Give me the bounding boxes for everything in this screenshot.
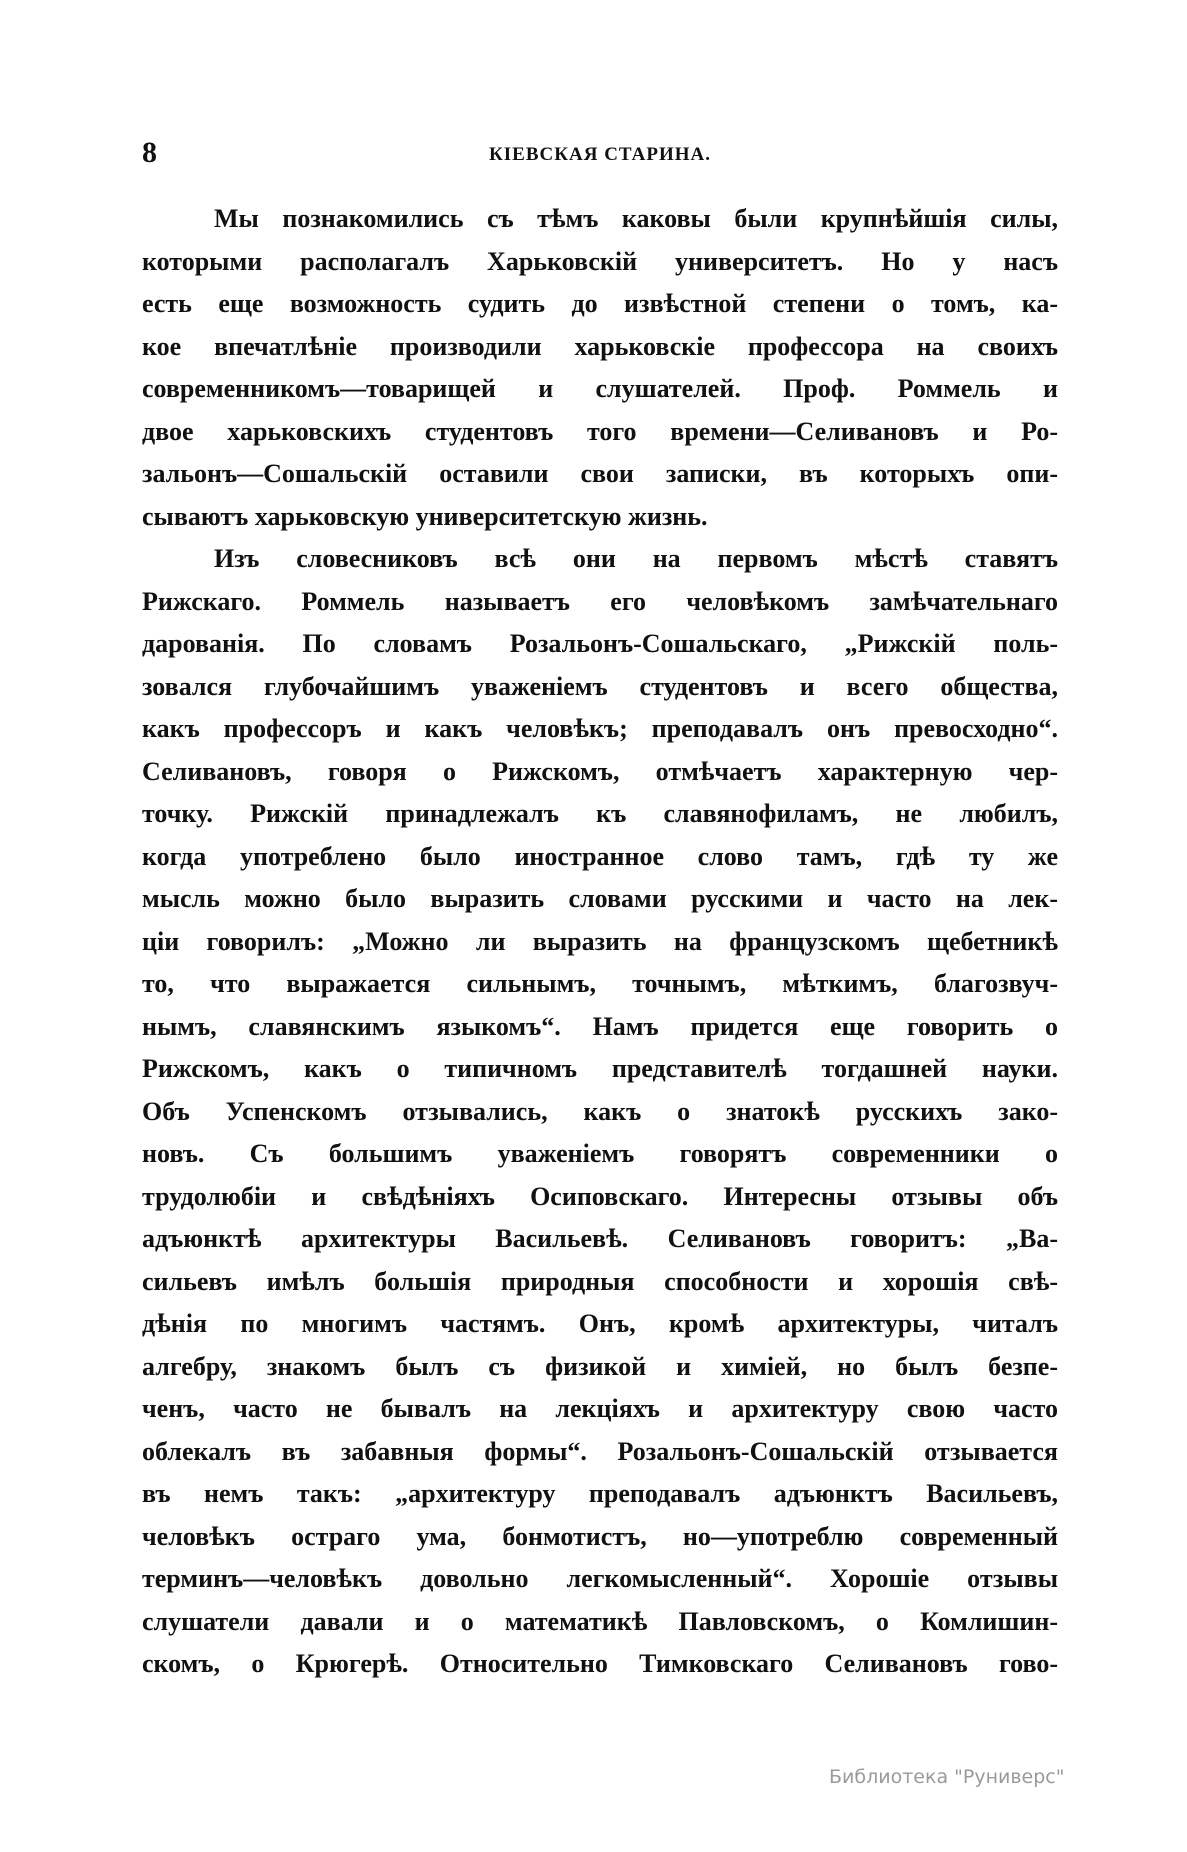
text-line: скомъ, о Крюгерѣ. Относительно Тимковскаго Селивановъ гово- <box>142 1649 1058 1678</box>
text-line: когда употреблено было иностранное слово тамъ, гдѣ ту же <box>142 841 1058 871</box>
text-line: мысль можно было выразить словами русскими и часто на лек- <box>142 884 1058 913</box>
text-line: трудолюбіи и свѣдѣніяхъ Осиповскаго. Интересны отзывы объ <box>142 1181 1058 1211</box>
text-line: сильевъ имѣлъ большія природныя способности и хорошія свѣ- <box>142 1266 1058 1296</box>
text-line: адъюнктѣ архитектуры Васильевѣ. Селивановъ говоритъ: „Ва- <box>142 1224 1058 1253</box>
text-line: въ немъ такъ: „архитектуру преподавалъ адъюнктъ Васильевъ, <box>142 1479 1058 1508</box>
text-line: дѣнія по многимъ частямъ. Онъ, кромѣ архитектуры, читалъ <box>142 1309 1058 1338</box>
text-line: терминъ—человѣкъ довольно легкомысленный“. Хорошіе отзывы <box>142 1564 1058 1593</box>
text-line: какъ профессоръ и какъ человѣкъ; преподавалъ онъ превосходно“. <box>142 714 1058 743</box>
text-line: которыми располагалъ Харьковскій университетъ. Но у насъ <box>142 246 1058 276</box>
text-line: Мы познакомились съ тѣмъ каковы были крупнѣйшія силы, <box>214 204 1058 233</box>
text-line: зальонъ—Сошальскій оставили свои записки, въ которыхъ опи- <box>142 459 1058 488</box>
text-line: ченъ, часто не бывалъ на лекціяхъ и архитектуру свою часто <box>142 1394 1058 1423</box>
text-line: двое харьковскихъ студентовъ того времени—Селивановъ и Ро- <box>142 416 1058 446</box>
text-line: есть еще возможность судить до извѣстной степени о томъ, ка- <box>142 289 1058 318</box>
running-title: КІЕВСКАЯ СТАРИНА. <box>488 144 711 165</box>
watermark: Библиотека "Руниверс" <box>829 1766 1065 1788</box>
text-line: современникомъ—товарищей и слушателей. Проф. Роммель и <box>142 374 1058 403</box>
text-line: слушатели давали и о математикѣ Павловскомъ, о Комлишин- <box>142 1606 1058 1636</box>
text-line: алгебру, знакомъ былъ съ физикой и химіей, но былъ безпе- <box>142 1351 1058 1381</box>
text-line: Объ Успенскомъ отзывались, какъ о знатокѣ русскихъ зако- <box>142 1096 1058 1126</box>
text-line: дарованія. По словамъ Розальонъ-Сошальскаго, „Рижскій поль- <box>142 629 1058 658</box>
text-line: облекалъ въ забавныя формы“. Розальонъ-Сошальскій отзывается <box>142 1436 1058 1466</box>
text-line: человѣкъ остраго ума, бонмотистъ, но—употреблю современный <box>142 1521 1058 1551</box>
text-line: точку. Рижскій принадлежалъ къ славянофиламъ, не любилъ, <box>142 799 1058 828</box>
text-line: зовался глубочайшимъ уваженіемъ студентовъ и всего общества, <box>142 671 1058 701</box>
page-header <box>142 136 1058 176</box>
text-line: кое впечатлѣніе производили харьковскіе профессора на своихъ <box>142 331 1058 361</box>
text-line: ціи говорилъ: „Можно ли выразить на французскомъ щебетникѣ <box>142 926 1058 956</box>
page-number: 8 <box>142 136 157 169</box>
text-line: сываютъ харьковскую университетскую жизнь. <box>142 501 708 531</box>
text-line: новъ. Съ большимъ уваженіемъ говорятъ современники о <box>142 1139 1058 1168</box>
text-line: то, что выражается сильнымъ, точнымъ, мѣткимъ, благозвуч- <box>142 969 1058 998</box>
text-line: Рижскаго. Роммель называетъ его человѣкомъ замѣчательнаго <box>142 586 1058 616</box>
body-text <box>142 198 1058 1686</box>
text-line: нымъ, славянскимъ языкомъ“. Намъ придется еще говорить о <box>142 1011 1058 1041</box>
text-line: Рижскомъ, какъ о типичномъ представителѣ тогдашней науки. <box>142 1054 1058 1083</box>
text-line: Селивановъ, говоря о Рижскомъ, отмѣчаетъ характерную чер- <box>142 756 1058 786</box>
text-line: Изъ словесниковъ всѣ они на первомъ мѣстѣ ставятъ <box>214 544 1058 573</box>
